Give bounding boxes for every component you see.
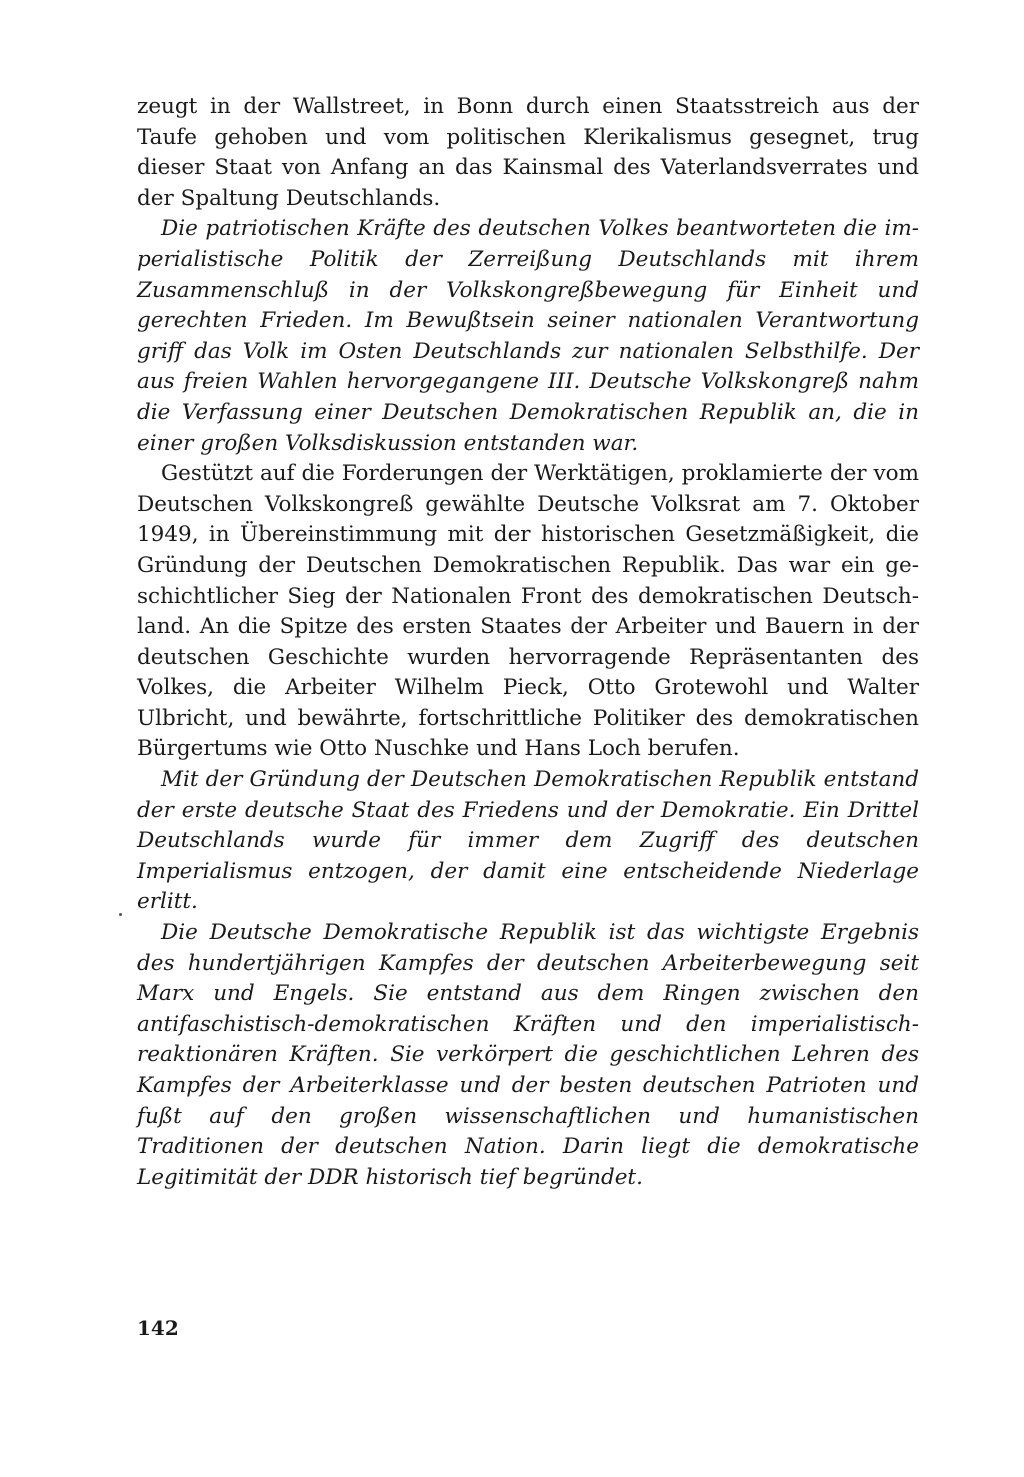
paragraph-3: Gestützt auf die Forderungen der Werktätigen, proklamierte der vom Deutschen Volkskongreß gewählte Deutsche Volksrat am 7. Oktober 1949, in Übereinstimmung mit der historischen Gesetzmäßigkeit, die Gründung der Deutschen Demokratischen Republik. Das war ein geschichtlicher Sieg der Nationalen Front des demokratischen Deutschland. An die Spitze des ersten Staates der Arbeiter und Bauern in der deutschen Geschichte wurden hervorragende Repräsentanten des Volkes, die Arbeiter Wilhelm Pieck, Otto Grotewohl und Walter Ulbricht, und bewährte, fortschrittliche Politiker des demokratischen Bürgertums wie Otto Nuschke und Hans Loch berufen. xyxy=(137,461,919,762)
paragraph-1: zeugt in der Wallstreet, in Bonn durch einen Staatsstreich aus der Taufe gehoben und vom politischen Klerikalismus gesegnet, trug dieser Staat von Anfang an das Kainsmal des Vaterlandsverrates und der Spaltung Deutschlands. xyxy=(137,94,919,211)
print-speck xyxy=(119,913,122,916)
page-number: 142 xyxy=(137,1316,179,1340)
paragraph-5: Die Deutsche Demokratische Republik ist das wichtigste Ergebnis des hundertjährigen Kampfes der deutschen Arbeiterbewegung seit Marx und Engels. Sie entstand aus dem Ringen zwischen den antifaschistisch-demokratischen Kräften und den imperialistisch-reaktionären Kräften. Sie verkörpert die geschichtlichen Lehren des Kampfes der Arbeiterklasse und der besten deutschen Patrioten und fußt auf den großen wissenschaftlichen und humanistischen Traditionen der deutschen Nation. Darin liegt die demokratische Legitimität der DDR historisch tief begründet. xyxy=(137,920,919,1190)
paragraph-4: Mit der Gründung der Deutschen Demokratischen Republik entstand der erste deutsche Staat des Friedens und der Demokratie. Ein Drittel Deutschlands wurde für immer dem Zugriff des deutschen Imperialismus entzogen, der damit eine entscheidende Niederlage erlitt. xyxy=(137,767,919,915)
paragraph-2: Die patriotischen Kräfte des deutschen Volkes beantworteten die imperialistische Politik der Zerreißung Deutschlands mit ihrem Zusammenschluß in der Volkskongreßbewegung für Einheit und gerechten Frieden. Im Bewußtsein seiner nationalen Verantwortung griff das Volk im Osten Deutschlands zur nationalen Selbsthilfe. Der aus freien Wahlen hervorgegangene III. Deutsche Volkskongreß nahm die Verfassung einer Deutschen Demokratischen Republik an, die in einer großen Volksdiskussion entstanden war. xyxy=(137,216,919,456)
body-text xyxy=(137,92,919,1193)
